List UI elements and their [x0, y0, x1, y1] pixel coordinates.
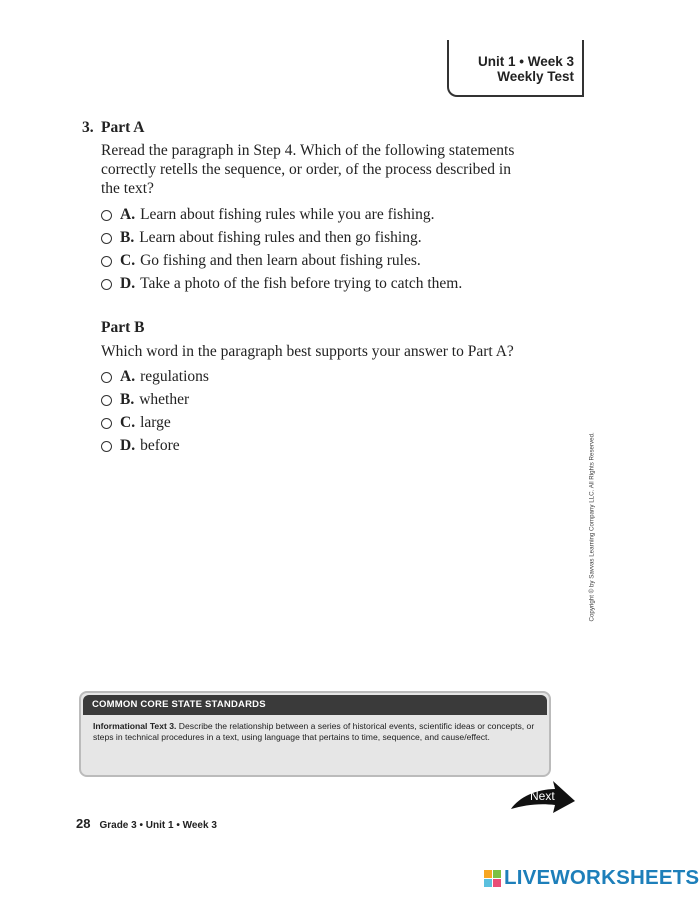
- part-b-prompt: Which word in the paragraph best supports your answer to Part A?: [101, 343, 514, 360]
- next-label: Next: [530, 789, 555, 803]
- header-unit-week: Unit 1 • Week 3: [477, 54, 574, 69]
- test-header-box: [447, 40, 584, 97]
- part-b-option-d[interactable]: [101, 436, 180, 456]
- option-text: whether: [139, 391, 190, 408]
- part-a-option-c[interactable]: [101, 251, 421, 271]
- option-letter: A.: [120, 206, 136, 223]
- option-text: Take a photo of the fish before trying to catch them.: [140, 275, 463, 292]
- option-text: Learn about fishing rules while you are fishing.: [140, 206, 435, 223]
- radio-button[interactable]: [101, 256, 112, 267]
- standards-box: [79, 691, 551, 777]
- standards-label: Informational Text 3.: [93, 721, 177, 731]
- part-b-option-c[interactable]: [101, 413, 171, 433]
- option-letter: A.: [120, 368, 136, 385]
- copyright-notice: Copyright © by Savvas Learning Company LLC. All Rights Reserved.: [588, 432, 596, 622]
- radio-button[interactable]: [101, 395, 112, 406]
- part-b-title: Part B: [101, 319, 145, 336]
- page-footer: [76, 816, 217, 831]
- radio-button[interactable]: [101, 279, 112, 290]
- option-text: before: [140, 437, 180, 454]
- option-letter: B.: [120, 391, 135, 408]
- option-text: regulations: [140, 368, 209, 385]
- part-a-option-b[interactable]: [101, 228, 422, 248]
- option-text: large: [140, 414, 171, 431]
- radio-button[interactable]: [101, 418, 112, 429]
- standards-description: [93, 721, 541, 743]
- option-letter: C.: [120, 414, 136, 431]
- option-letter: D.: [120, 437, 136, 454]
- part-a-option-d[interactable]: [101, 274, 462, 294]
- liveworksheets-logo: [484, 866, 699, 890]
- standards-heading: COMMON CORE STATE STANDARDS: [83, 695, 547, 715]
- page-number: 28: [76, 816, 91, 831]
- option-letter: B.: [120, 229, 135, 246]
- option-text: Go fishing and then learn about fishing rules.: [140, 252, 421, 269]
- part-a-option-a[interactable]: [101, 205, 435, 225]
- footer-text: Grade 3 • Unit 1 • Week 3: [99, 820, 217, 831]
- radio-button[interactable]: [101, 372, 112, 383]
- part-a-prompt: Reread the paragraph in Step 4. Which of the following statements correctly retells the sequence, or order, of the process described in the text?: [101, 142, 515, 197]
- logo-grid-icon: [484, 870, 501, 887]
- part-b-option-b[interactable]: [101, 390, 189, 410]
- next-button[interactable]: [509, 779, 577, 815]
- brand-name: LIVEWORKSHEETS: [504, 866, 700, 889]
- radio-button[interactable]: [101, 233, 112, 244]
- part-b-option-a[interactable]: [101, 367, 209, 387]
- radio-button[interactable]: [101, 210, 112, 221]
- standards-text: Describe the relationship between a series of historical events, scientific ideas or concepts, or steps in technical procedures in a text, using language that pertains to time, sequence, and cause/effect.: [93, 721, 535, 742]
- header-test-title: Weekly Test: [497, 69, 574, 84]
- option-letter: C.: [120, 252, 136, 269]
- part-a-title: Part A: [101, 119, 145, 136]
- question-number: 3.: [82, 119, 94, 136]
- option-letter: D.: [120, 275, 136, 292]
- option-text: Learn about fishing rules and then go fishing.: [139, 229, 422, 246]
- radio-button[interactable]: [101, 441, 112, 452]
